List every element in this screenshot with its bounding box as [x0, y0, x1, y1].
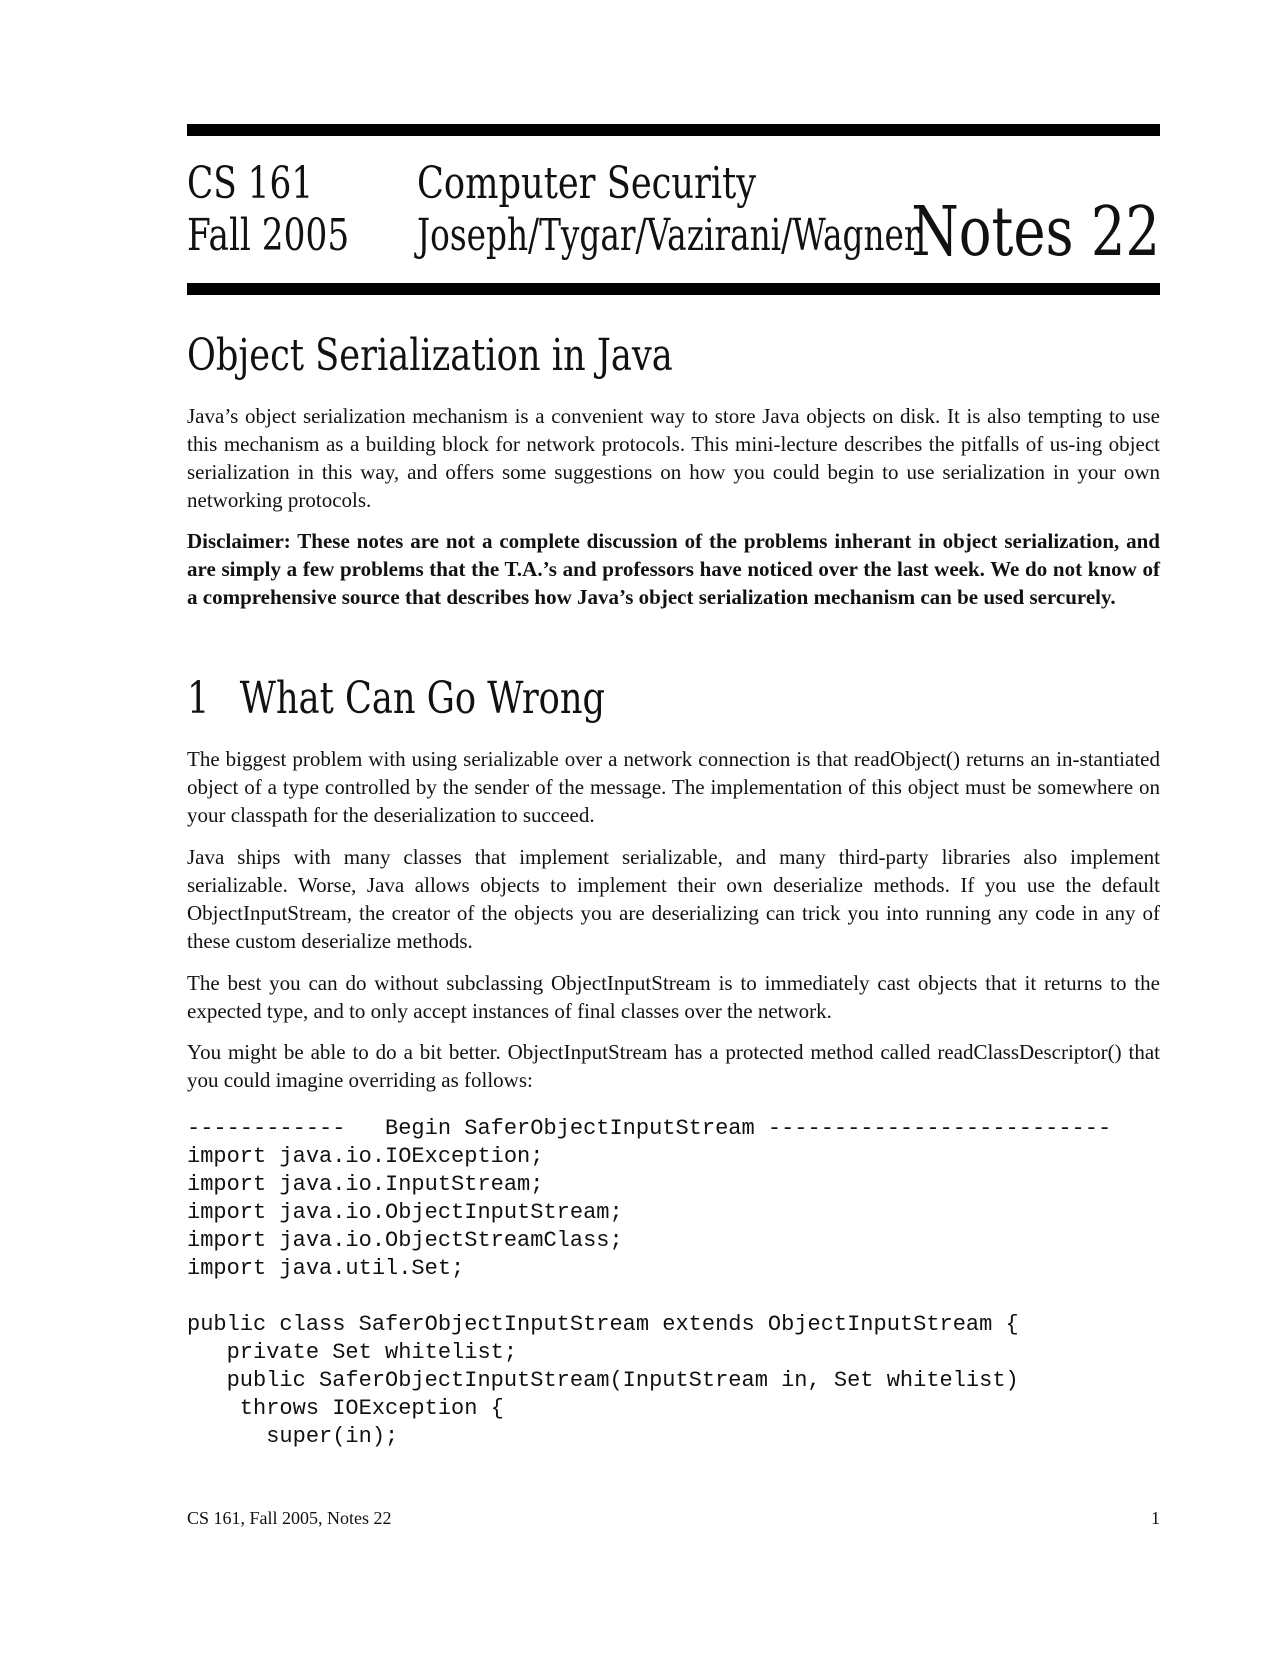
course-term: Fall 2005: [187, 210, 350, 261]
intro-paragraph: Java’s object serialization mechanism is a convenient way to store Java objects on disk. It is also tempting to use this mechanism as a building block for network protocols. This mini-lecture describes the pitfalls of us-ing object serialization in this way, and offers some suggestions on how you could begin to use serialization in your own networking protocols.: [187, 404, 1160, 512]
disclaimer-paragraph: Disclaimer: These notes are not a complete discussion of the problems inherant in object serialization, and are simply a few problems that the T.A.’s and professors have noticed over the last week. We do not know of a comprehensive source that describes how Java’s object serialization mechanism can be used sercurely.: [187, 529, 1160, 609]
header-bottom-rule: [187, 283, 1160, 295]
body-paragraph-3: The best you can do without subclassing ObjectInputStream is to immediately cast objects that it returns to the expected type, and to only accept instances of final classes over the network.: [187, 971, 1160, 1023]
body-paragraph-1: The biggest problem with using serializable over a network connection is that readObject() returns an in-stantiated object of a type controlled by the sender of the message. The implementation of this object must be somewhere on your classpath for the deserialization to succeed.: [187, 747, 1160, 827]
body-paragraph-2: Java ships with many classes that implement serializable, and many third-party libraries also implement serializable. Worse, Java allows objects to implement their own deserialize methods. If you use the default ObjectInputStream, the creator of the objects you are deserializing can trick you into running any code in any of these custom deserialize methods.: [187, 845, 1160, 953]
page-number: 1: [1151, 1508, 1160, 1528]
document-title: Object Serialization in Java: [187, 330, 673, 381]
course-title: Computer Security: [417, 158, 757, 209]
section-heading: [187, 673, 605, 724]
body-paragraph-4: You might be able to do a bit better. ObjectInputStream has a protected method called readClassDescriptor() that you could imagine overriding as follows:: [187, 1040, 1160, 1092]
document-page: [187, 0, 1160, 1656]
notes-label: Notes 22: [911, 193, 1160, 272]
section-number: 1: [187, 673, 210, 724]
header-top-rule: [187, 124, 1160, 136]
course-code: CS 161: [187, 158, 314, 209]
code-listing: ------------ Begin SaferObjectInputStream -------------------------- import java.io.IOException; import java.io.InputStream; import java.io.ObjectInputStream; import java.io.ObjectStreamClass; import java.util.Set; public class SaferObjectInputStream extends ObjectInputStream { private Set whitelist; public SaferObjectInputStream(InputStream in, Set whitelist) throws IOException { super(in);: [187, 1116, 1112, 1449]
section-title: What Can Go Wrong: [239, 673, 606, 724]
course-authors: Joseph/Tygar/Vazirani/Wagner: [417, 210, 920, 261]
footer-label: CS 161, Fall 2005, Notes 22: [187, 1508, 392, 1528]
